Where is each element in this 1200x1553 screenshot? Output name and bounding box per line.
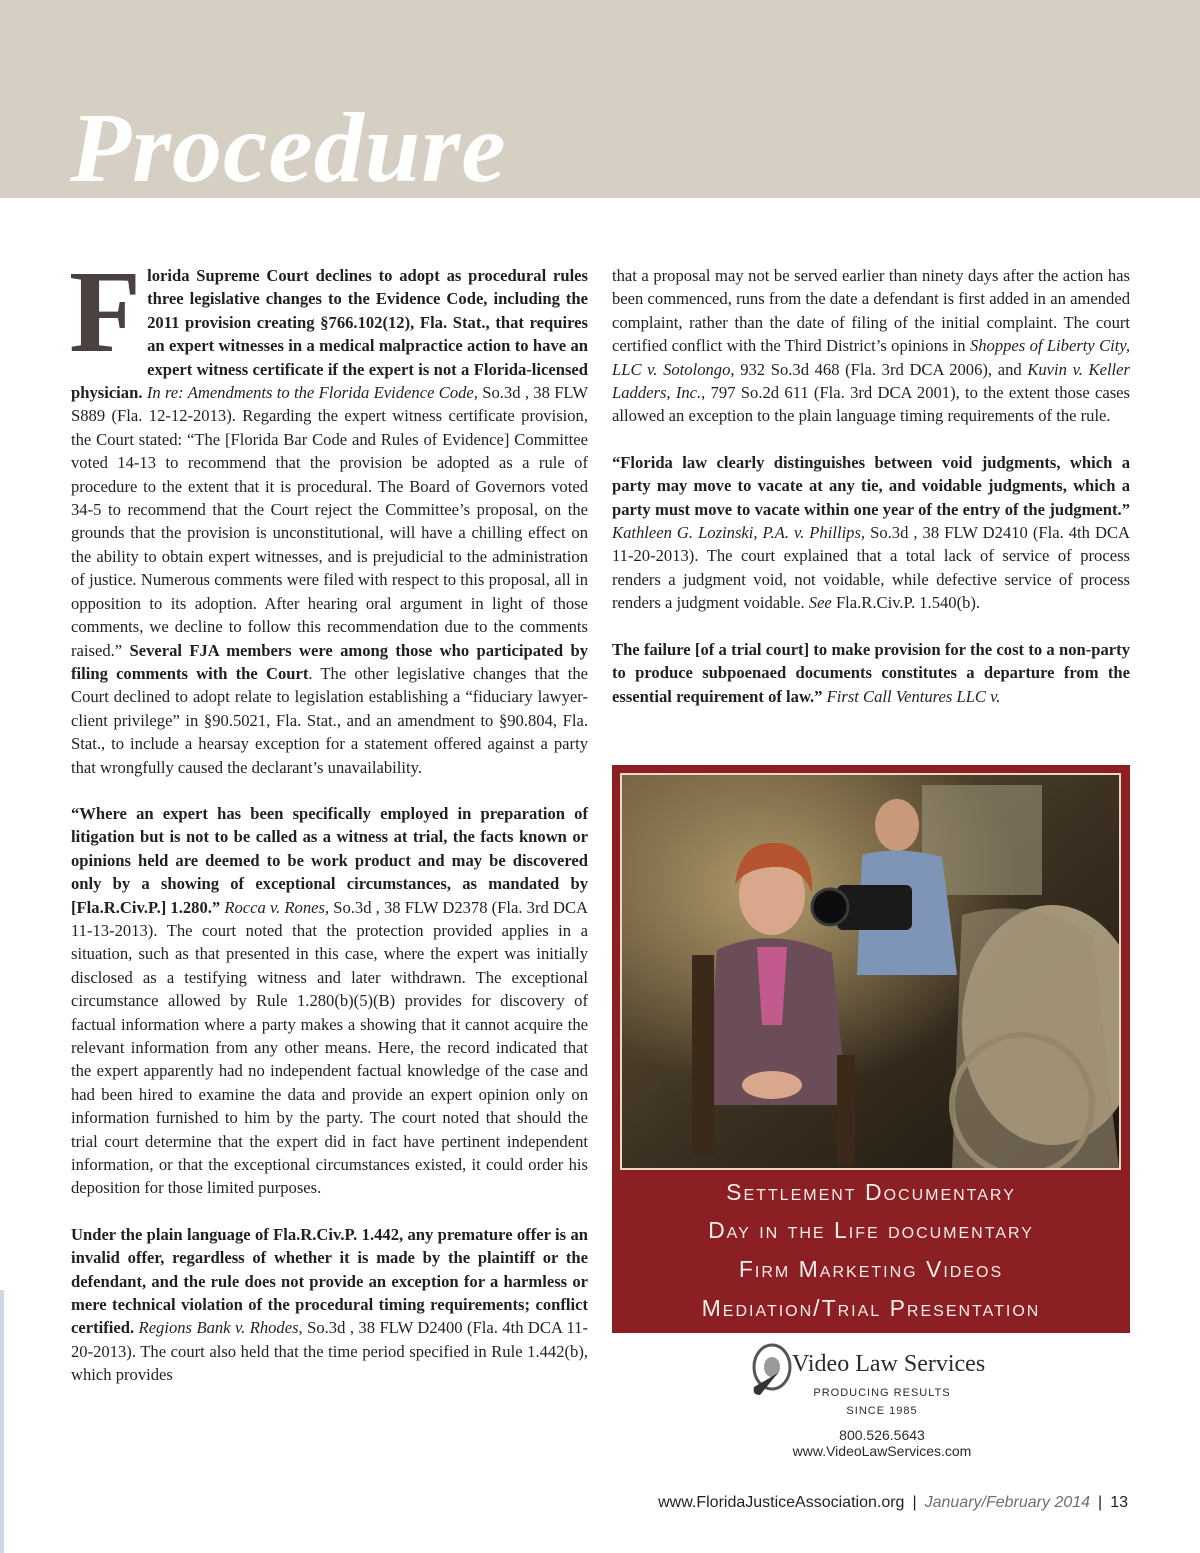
case-citation: Kathleen G. Lozinski, P.A. v. Phillips, (612, 523, 866, 543)
case-citation: Rocca v. Rones, (220, 897, 330, 917)
ad-line-firm-marketing: Firm Marketing Videos (738, 1256, 1004, 1282)
ad-line-day-in-the-life: Day in the Life documentary (708, 1217, 1034, 1243)
body-text: 932 So.3d 468 (Fla. 3rd DCA 2006), and (734, 359, 1028, 379)
case-citation: Kuvin v. Keller Ladders, Inc., (612, 359, 1130, 403)
page-footer (658, 1494, 1128, 1512)
ad-website: www.VideoLawServices.com (792, 1443, 972, 1459)
article-paragraph-4 (612, 264, 1130, 428)
video-law-services-ad (612, 765, 1130, 1465)
body-text: So.3d , 38 FLW D2410 (Fla. 4th DCA 11-20-2013). The court explained that a total lack of service of process renders a judgment void, not voidable, while defective service of process renders a judgment voidable. (612, 523, 1130, 613)
drop-cap: F (69, 246, 142, 377)
ad-panel (612, 765, 1130, 1333)
left-column (69, 246, 589, 1387)
holding-text: The failure [of a trial court] to make provision for the cost to a non-party to produce subpoenaed documents constitutes a departure from the essential requirement of law.” (612, 639, 1130, 706)
logo-tagline: PRODUCING RESULTS (813, 1387, 951, 1399)
page-number: 13 (1110, 1494, 1128, 1511)
article-paragraph-1 (69, 246, 589, 779)
body-text: 797 So.2d 611 (Fla. 3rd DCA 2001), to the extent those cases allowed an exception to the plain language timing requirements of the rule. (612, 383, 1130, 426)
see-signal: See (808, 593, 832, 613)
ad-line-settlement-documentary: Settlement Documentary (726, 1179, 1016, 1205)
body-text: . The other legislative changes that the Court declined to adopt relate to legislation establishing a “fiduciary lawyer-client privilege” in §90.5021, Fla. Stat., and an amendment to §90.804, Fla. Stat., to include a hearsay exception for a statement offered against a party that wrongfully caused the declarant’s unavailability. (71, 663, 589, 777)
ad-phone: 800.526.5643 (839, 1427, 925, 1443)
left-edge-rule (0, 1290, 4, 1553)
logo-since: SINCE 1985 (846, 1405, 918, 1417)
case-citation: In re: Amendments to the Florida Evidence Code, (146, 383, 478, 403)
article-paragraph-3 (71, 1223, 588, 1387)
ad-photo (620, 773, 1121, 1170)
logo-name: Video Law Services (792, 1351, 986, 1377)
footer-separator: | (912, 1494, 917, 1511)
article-paragraph-2 (71, 802, 588, 1200)
case-citation: First Call Ventures LLC v. (822, 686, 1001, 706)
holding-text: “Where an expert has been specifically employed in preparation of litigation but is not to be called as a witness at trial, the facts known or opinions held are deemed to be work product and may be discovered only by a showing of exceptional circumstances, as mandated by [Fla.R.Civ.P.] 1.280.” (71, 803, 588, 917)
holding-text: “Florida law clearly distinguishes between void judgments, which a party may move to vacate at any tie, and voidable judgments, which a party must move to vacate within one year of the entry of the judgment.” (612, 452, 1130, 519)
footer-issue: January/February 2014 (924, 1494, 1091, 1511)
article-paragraph-5 (612, 451, 1130, 615)
ad-line-mediation-trial: Mediation/Trial Presentation (701, 1295, 1041, 1321)
footer-separator: | (1098, 1494, 1103, 1511)
body-text: Fla.R.Civ.P. 1.540(b). (831, 593, 981, 613)
case-citation: Shoppes of Liberty City, LLC v. Sotolongo, (612, 336, 1130, 379)
article-paragraph-6 (612, 638, 1130, 708)
section-title: Procedure (70, 92, 507, 198)
body-text: that a proposal may not be served earlier than ninety days after the action has been commenced, runs from the date a defendant is first added in an amended complaint, rather than the date of filing of the initial complaint. The court certified conflict with the Third District’s opinions in (612, 266, 1130, 356)
holding-text: Under the plain language of Fla.R.Civ.P. 1.442, any premature offer is an invalid offer, regardless of whether it is made by the plaintiff or the defendant, and the rule does not provide an exception for a harmless or mere technical violation of the procedural timing requirements; conflict certified. (71, 1224, 588, 1338)
body-text: So.3d , 38 FLW S889 (Fla. 12-12-2013). Regarding the expert witness certificate provision, the Court stated: “The [Florida Bar Code and Rules of Evidence] Committee voted 14-13 to recommend that the provision be adopted as a rule of procedure to the extent that it is procedural. The Board of Governors voted 34-5 to recommend that the Court reject the Committee’s proposal, on the grounds that the provision is unconstitutional, will have a chilling effect on the ability to obtain expert witnesses, and is prejudicial to the administration of justice. Numerous comments were filed with respect to this proposal, all in opposition to its adoption. After hearing oral argument in light of those comments, we decline to follow this recommendation due to the comments raised.” (71, 383, 589, 660)
body-text: So.3d , 38 FLW D2400 (Fla. 4th DCA 11-20-2013). The court also held that the time period specified in Rule 1.442(b), which provides (71, 1318, 588, 1385)
header-band (0, 0, 1200, 198)
footer-url: www.FloridaJusticeAssociation.org (658, 1494, 905, 1511)
case-citation: Regions Bank v. Rhodes, (134, 1318, 303, 1338)
holding-text: Several FJA members were among those who participated by filing comments with the Court (71, 640, 588, 683)
holding-text: lorida Supreme Court declines to adopt as procedural rules three legislative changes to the Evidence Code, including the 2011 provision creating §766.102(12), Fla. Stat., that requires an expert witnesses in a medical malpractice action to have an expert witness certificate if the expert is not a Florida-licensed physician. (71, 266, 588, 403)
body-text: So.3d , 38 FLW D2378 (Fla. 3rd DCA 11-13-2013). The court noted that the protection provided applies in a situation, such as that presented in this case, where the expert was initially disclosed as a testifying witness and later withdrawn. The exceptional circumstance allowed by Rule 1.280(b)(5)(B) provides for discovery of factual information where a party makes a showing that it cannot acquire the relevant information from any other means. Here, the record indicated that the expert apparently had no independent factual knowledge of the case and had been hired to examine the data and provide an expert opinion only on information furnished to him by the party. The court noted that should the trial court determine that the expert did in fact have pertinent independent information, or that the exceptional circumstances existed, it could order his deposition for those limited purposes. (71, 897, 588, 1198)
right-column (612, 264, 1130, 708)
video-law-services-logo (762, 1343, 1002, 1461)
